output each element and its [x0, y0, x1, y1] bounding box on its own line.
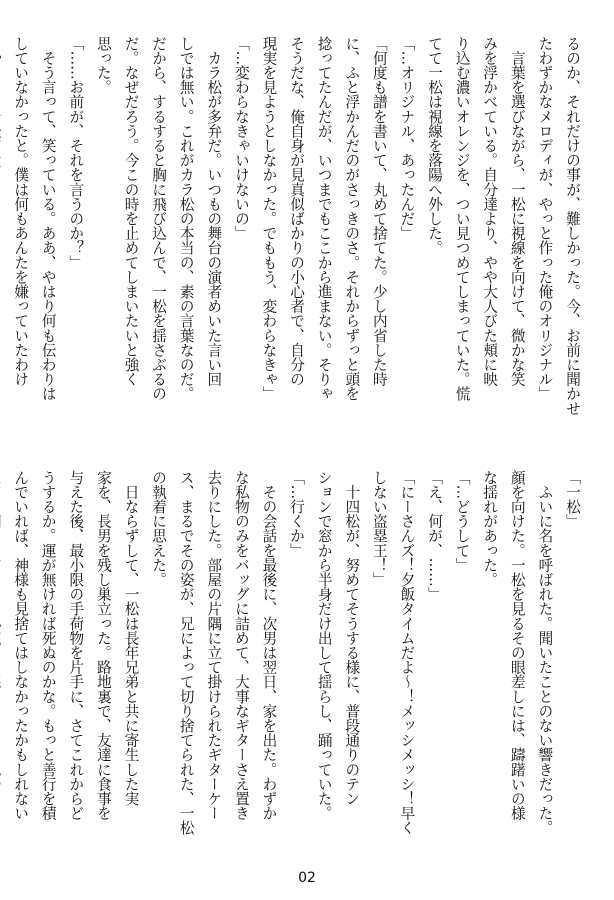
text-line: その会話を最後に、次男は翌日、家を出た。わずか — [260, 470, 278, 821]
text-line: 「え、何が、……」 — [426, 470, 444, 602]
text-line: 「……お前が、それを言うのか？」 — [67, 36, 85, 270]
text-line: だから、するすると胸に飛び込んで、一松を揺さぶるの — [150, 36, 168, 401]
text-line: 去りにした。部屋の片隅に立て掛けられたギターケー — [205, 470, 223, 821]
text-line: していなかったと。僕は何もあんたを嫌っていたわけ — [12, 36, 30, 387]
text-line: 「…変わらなきゃいけないの」 — [232, 36, 250, 241]
text-line: しない盗塁王！」 — [370, 470, 388, 587]
text-line: 「にーさんズ！夕飯タイムだよ～！メッシメッシ！早く — [398, 470, 416, 835]
text-line: てて一松は視線を落陽へ外した。 — [426, 36, 444, 255]
text-line: 家を、長男を残し巣立った。路地裏で、友達に食事を — [94, 470, 112, 821]
text-line: みを浮かべている。自分達より、やや大人びた頬に映 — [481, 36, 499, 387]
text-line: り込む濃いオレンジを、つい見つめてしまっていた。慌 — [453, 36, 471, 401]
text-line: に、ふと浮かんだのがさっきのさ。それからずっと頭を — [343, 36, 361, 401]
text-line — [0, 470, 7, 858]
text-line: るのか、それだけの事が、難しかった。今、お前に聞かせ — [564, 36, 581, 416]
text-line: 捻ってたんだが、いつまでもここから進まない。そりゃ — [315, 36, 333, 401]
lower-text-block — [12, 470, 586, 858]
text-line: んでいれば、神様も見捨てはしなかったかもしれない — [12, 470, 30, 821]
text-line: うするか。運が無ければ死ぬのかな。もっと善行を積 — [39, 470, 57, 821]
text-line: 言葉を選びながら、一松に視線を向けて、微かな笑 — [508, 36, 526, 387]
text-line: 「何度も譜を書いて、丸めて捨てた。少し内省した時 — [370, 36, 388, 387]
text-line: ス、まるでその姿が、兄によって切り捨てられた、一松 — [177, 470, 195, 835]
text-line: ふいに名を呼ばれた。聞いたことのない響きだった。 — [536, 470, 554, 835]
text-line: 「…行くか」 — [288, 470, 306, 558]
text-line: 「一松」 — [564, 470, 581, 529]
page-number: 02 — [298, 870, 316, 886]
text-line: 「…どうして」 — [453, 470, 471, 573]
text-line: 「…オリジナル、あったんだ」 — [398, 36, 416, 241]
text-line: そう言って、笑っている。ああ、やはり何も伝わりは — [39, 36, 57, 401]
text-line: 十四松が、努めてそうする様に、普段通りのテン — [343, 470, 361, 806]
upper-text-block — [12, 36, 586, 434]
text-line: 日ならずして、一松は長年兄弟と共に寄生した実 — [122, 470, 140, 806]
text-line: しでは無い。これがカラ松の本当の、素の言葉なのだ。 — [177, 36, 195, 401]
text-line: 与えた後、最小限の手荷物を片手に、さてこれからど — [67, 470, 85, 821]
text-line: 顔を向けた。一松を見るその眼差しには、躊躇いの様 — [508, 470, 526, 821]
text-line: な私物のみをバッグに詰めて、大事なギターさえ置き — [232, 470, 250, 821]
text-line: だ。なぜだろう。今この時を止めてしまいたいと強く — [122, 36, 140, 387]
text-line: カラ松が多弁だ。いつもの舞台の演者めいた言い回 — [205, 36, 223, 387]
text-line: 現実を見ようとしなかった。でももう、変わらなきゃ」 — [260, 36, 278, 401]
text-line: の執着に思えた。 — [150, 470, 168, 587]
text-line: な揺れがあった。 — [481, 470, 499, 587]
text-line: そうだな、俺自身が見真似ばかりの小心者で、自分の — [288, 36, 306, 387]
text-line: 思った。 — [94, 36, 112, 95]
text-line — [0, 36, 7, 434]
text-line: ションで窓から半身だけ出して揺らし、踊っていた。 — [315, 470, 333, 821]
text-line: たわずかなメロディが、やっと作った俺のオリジナル」 — [536, 36, 554, 401]
